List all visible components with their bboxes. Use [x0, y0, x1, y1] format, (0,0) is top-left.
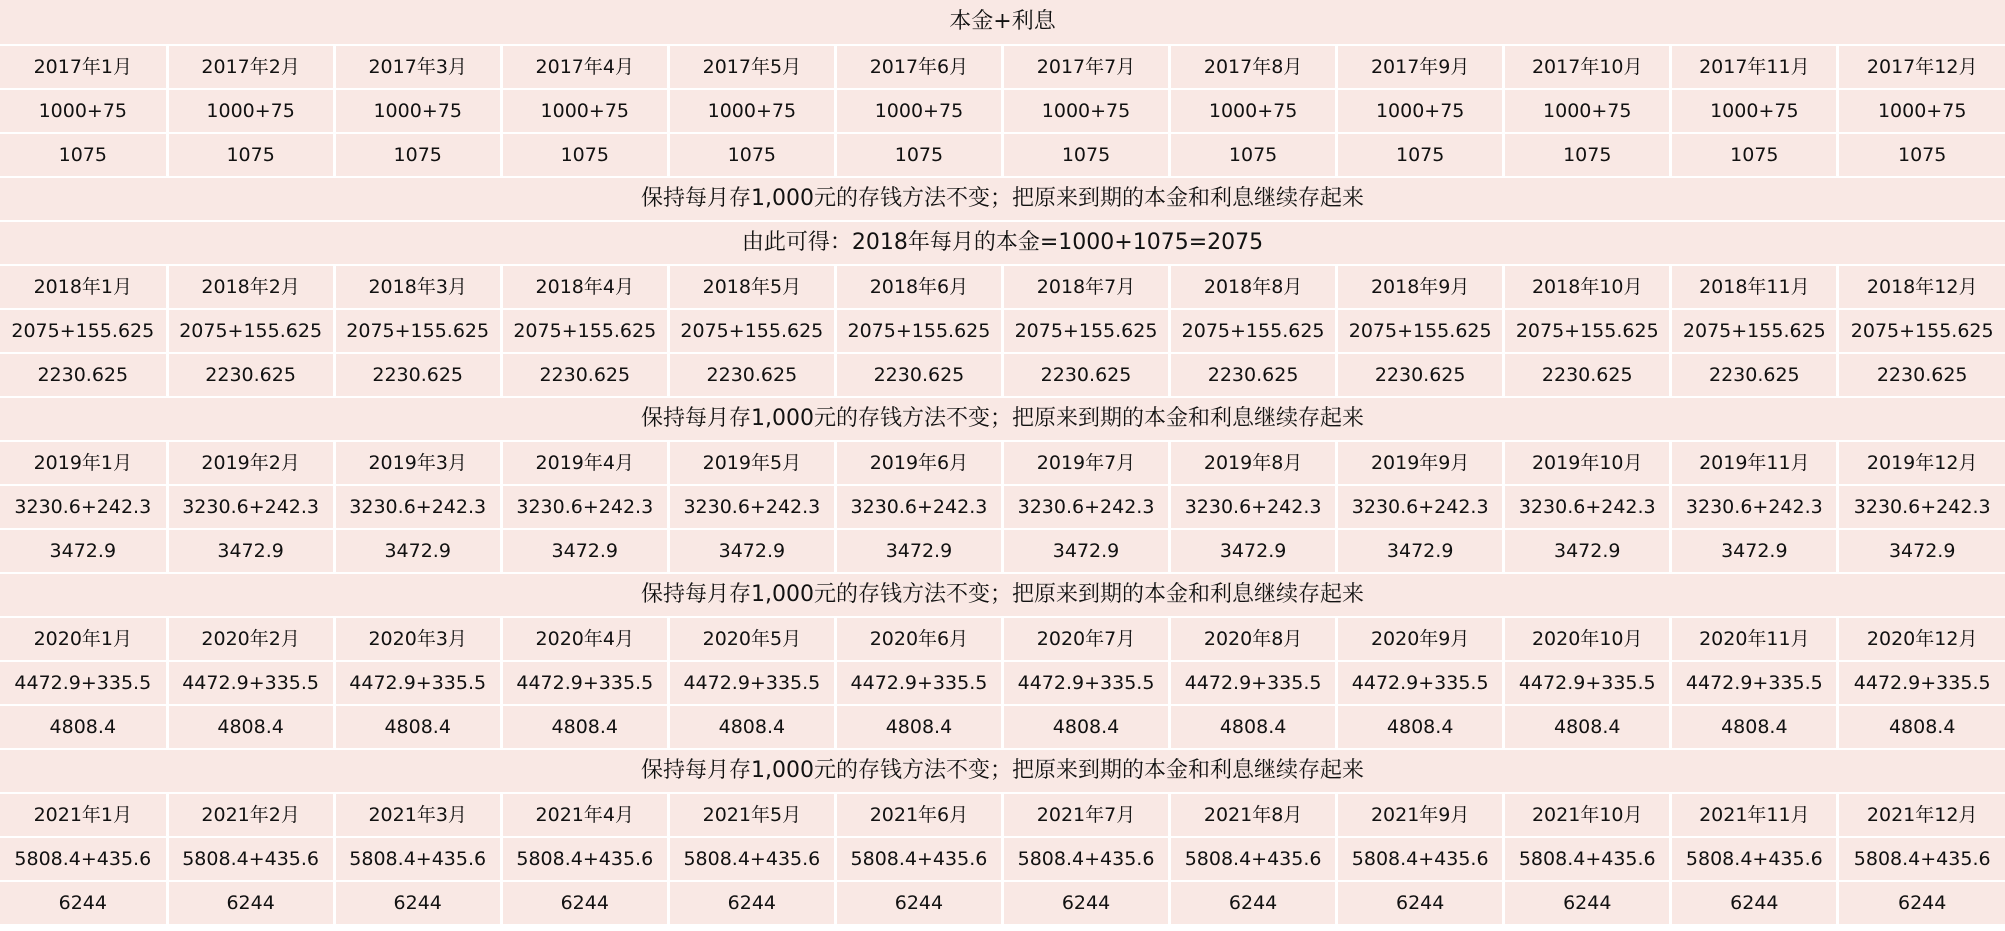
- month-cell: 2017年11月: [1671, 45, 1838, 89]
- result-cell: 1075: [1671, 133, 1838, 177]
- month-cell: 2019年6月: [835, 441, 1002, 485]
- result-cell: 1075: [167, 133, 334, 177]
- result-cell: 1075: [0, 133, 167, 177]
- month-cell: 2017年10月: [1504, 45, 1671, 89]
- formula-cell: 5808.4+435.6: [668, 837, 835, 881]
- formula-cell: 4472.9+335.5: [167, 661, 334, 705]
- formula-cell: 3230.6+242.3: [167, 485, 334, 529]
- formula-cell: 5808.4+435.6: [0, 837, 167, 881]
- note-row: [0, 397, 2005, 441]
- month-cell: 2020年12月: [1838, 617, 2005, 661]
- month-cell: 2019年11月: [1671, 441, 1838, 485]
- result-row: [0, 881, 2005, 925]
- month-cell: 2019年7月: [1002, 441, 1169, 485]
- result-cell: 1075: [668, 133, 835, 177]
- result-cell: 2230.625: [167, 353, 334, 397]
- formula-cell: 1000+75: [0, 89, 167, 133]
- note-row: [0, 177, 2005, 221]
- formula-cell: 2075+155.625: [1504, 309, 1671, 353]
- result-cell: 3472.9: [1337, 529, 1504, 573]
- result-cell: 4808.4: [1838, 705, 2005, 749]
- result-cell: 1075: [1170, 133, 1337, 177]
- result-cell: 4808.4: [334, 705, 501, 749]
- month-cell: 2019年9月: [1337, 441, 1504, 485]
- table-title: 本金+利息: [0, 0, 2005, 45]
- formula-cell: 5808.4+435.6: [167, 837, 334, 881]
- month-cell: 2021年1月: [0, 793, 167, 837]
- formula-cell: 2075+155.625: [1838, 309, 2005, 353]
- result-cell: 3472.9: [1671, 529, 1838, 573]
- formula-cell: 4472.9+335.5: [334, 661, 501, 705]
- formula-cell: 1000+75: [1337, 89, 1504, 133]
- result-cell: 1075: [501, 133, 668, 177]
- result-cell: 6244: [1838, 881, 2005, 925]
- derivation-text: 由此可得：2018年每月的本金=1000+1075=2075: [0, 221, 2005, 265]
- result-cell: 1075: [1838, 133, 2005, 177]
- result-cell: 1075: [835, 133, 1002, 177]
- formula-row: [0, 89, 2005, 133]
- month-cell: 2017年6月: [835, 45, 1002, 89]
- note-text: 保持每月存1,000元的存钱方法不变；把原来到期的本金和利息继续存起来: [0, 573, 2005, 617]
- month-cell: 2020年6月: [835, 617, 1002, 661]
- result-cell: 4808.4: [835, 705, 1002, 749]
- formula-cell: 3230.6+242.3: [0, 485, 167, 529]
- formula-cell: 4472.9+335.5: [1838, 661, 2005, 705]
- result-cell: 4808.4: [668, 705, 835, 749]
- month-cell: 2017年8月: [1170, 45, 1337, 89]
- note-text: 保持每月存1,000元的存钱方法不变；把原来到期的本金和利息继续存起来: [0, 749, 2005, 793]
- formula-cell: 1000+75: [1504, 89, 1671, 133]
- formula-cell: 3230.6+242.3: [1337, 485, 1504, 529]
- result-cell: 1075: [1337, 133, 1504, 177]
- result-cell: 3472.9: [1170, 529, 1337, 573]
- month-cell: 2021年9月: [1337, 793, 1504, 837]
- result-cell: 2230.625: [0, 353, 167, 397]
- result-cell: 6244: [1337, 881, 1504, 925]
- formula-cell: 4472.9+335.5: [1337, 661, 1504, 705]
- month-cell: 2018年4月: [501, 265, 668, 309]
- formula-cell: 5808.4+435.6: [334, 837, 501, 881]
- result-cell: 2230.625: [668, 353, 835, 397]
- formula-cell: 1000+75: [1170, 89, 1337, 133]
- month-cell: 2021年4月: [501, 793, 668, 837]
- month-cell: 2020年10月: [1504, 617, 1671, 661]
- month-cell: 2018年7月: [1002, 265, 1169, 309]
- formula-cell: 4472.9+335.5: [668, 661, 835, 705]
- month-cell: 2021年7月: [1002, 793, 1169, 837]
- result-cell: 3472.9: [167, 529, 334, 573]
- month-cell: 2021年8月: [1170, 793, 1337, 837]
- result-cell: 1075: [1504, 133, 1671, 177]
- month-cell: 2019年1月: [0, 441, 167, 485]
- result-cell: 2230.625: [1337, 353, 1504, 397]
- result-cell: 6244: [1170, 881, 1337, 925]
- note-text: 保持每月存1,000元的存钱方法不变；把原来到期的本金和利息继续存起来: [0, 177, 2005, 221]
- result-cell: 4808.4: [1671, 705, 1838, 749]
- result-cell: 2230.625: [1671, 353, 1838, 397]
- month-cell: 2018年2月: [167, 265, 334, 309]
- month-cell: 2017年1月: [0, 45, 167, 89]
- formula-cell: 5808.4+435.6: [1337, 837, 1504, 881]
- result-cell: 3472.9: [1002, 529, 1169, 573]
- result-cell: 6244: [0, 881, 167, 925]
- result-cell: 2230.625: [1170, 353, 1337, 397]
- month-cell: 2018年5月: [668, 265, 835, 309]
- result-row: [0, 353, 2005, 397]
- result-cell: 2230.625: [1002, 353, 1169, 397]
- result-row: [0, 133, 2005, 177]
- result-cell: 6244: [1002, 881, 1169, 925]
- month-cell: 2021年10月: [1504, 793, 1671, 837]
- month-cell: 2017年2月: [167, 45, 334, 89]
- result-cell: 4808.4: [1337, 705, 1504, 749]
- note-row: [0, 573, 2005, 617]
- formula-cell: 2075+155.625: [167, 309, 334, 353]
- month-cell: 2021年3月: [334, 793, 501, 837]
- month-cell: 2019年10月: [1504, 441, 1671, 485]
- formula-cell: 2075+155.625: [668, 309, 835, 353]
- result-cell: 4808.4: [1170, 705, 1337, 749]
- month-row: [0, 265, 2005, 309]
- result-cell: 3472.9: [501, 529, 668, 573]
- formula-cell: 5808.4+435.6: [1671, 837, 1838, 881]
- note-text: 保持每月存1,000元的存钱方法不变；把原来到期的本金和利息继续存起来: [0, 397, 2005, 441]
- formula-cell: 4472.9+335.5: [1504, 661, 1671, 705]
- month-cell: 2017年7月: [1002, 45, 1169, 89]
- month-cell: 2020年2月: [167, 617, 334, 661]
- result-cell: 3472.9: [334, 529, 501, 573]
- formula-cell: 1000+75: [1671, 89, 1838, 133]
- formula-cell: 3230.6+242.3: [501, 485, 668, 529]
- month-cell: 2018年6月: [835, 265, 1002, 309]
- formula-cell: 4472.9+335.5: [501, 661, 668, 705]
- formula-cell: 3230.6+242.3: [1671, 485, 1838, 529]
- month-row: [0, 617, 2005, 661]
- result-cell: 6244: [1504, 881, 1671, 925]
- formula-cell: 3230.6+242.3: [835, 485, 1002, 529]
- formula-cell: 4472.9+335.5: [0, 661, 167, 705]
- formula-cell: 5808.4+435.6: [501, 837, 668, 881]
- formula-cell: 4472.9+335.5: [1002, 661, 1169, 705]
- result-cell: 2230.625: [501, 353, 668, 397]
- formula-row: [0, 485, 2005, 529]
- month-cell: 2018年1月: [0, 265, 167, 309]
- month-cell: 2018年10月: [1504, 265, 1671, 309]
- formula-cell: 5808.4+435.6: [1170, 837, 1337, 881]
- month-cell: 2018年12月: [1838, 265, 2005, 309]
- result-cell: 6244: [668, 881, 835, 925]
- month-cell: 2018年11月: [1671, 265, 1838, 309]
- result-cell: 6244: [835, 881, 1002, 925]
- month-cell: 2020年7月: [1002, 617, 1169, 661]
- result-cell: 2230.625: [1838, 353, 2005, 397]
- formula-cell: 4472.9+335.5: [1170, 661, 1337, 705]
- formula-cell: 2075+155.625: [1170, 309, 1337, 353]
- month-cell: 2017年5月: [668, 45, 835, 89]
- formula-row: [0, 661, 2005, 705]
- result-cell: 3472.9: [668, 529, 835, 573]
- formula-cell: 1000+75: [835, 89, 1002, 133]
- result-cell: 3472.9: [1504, 529, 1671, 573]
- month-cell: 2019年5月: [668, 441, 835, 485]
- month-cell: 2018年9月: [1337, 265, 1504, 309]
- formula-cell: 2075+155.625: [1337, 309, 1504, 353]
- formula-cell: 3230.6+242.3: [1838, 485, 2005, 529]
- formula-row: [0, 309, 2005, 353]
- result-cell: 4808.4: [0, 705, 167, 749]
- result-cell: 3472.9: [835, 529, 1002, 573]
- formula-cell: 3230.6+242.3: [1170, 485, 1337, 529]
- month-cell: 2020年9月: [1337, 617, 1504, 661]
- formula-cell: 5808.4+435.6: [1838, 837, 2005, 881]
- result-cell: 4808.4: [167, 705, 334, 749]
- result-cell: 3472.9: [1838, 529, 2005, 573]
- month-cell: 2019年2月: [167, 441, 334, 485]
- formula-row: [0, 837, 2005, 881]
- title-row: [0, 0, 2005, 45]
- month-cell: 2020年8月: [1170, 617, 1337, 661]
- month-cell: 2019年4月: [501, 441, 668, 485]
- month-cell: 2018年8月: [1170, 265, 1337, 309]
- result-cell: 2230.625: [1504, 353, 1671, 397]
- month-row: [0, 45, 2005, 89]
- formula-cell: 2075+155.625: [334, 309, 501, 353]
- note-row: [0, 749, 2005, 793]
- result-cell: 4808.4: [1504, 705, 1671, 749]
- formula-cell: 5808.4+435.6: [1504, 837, 1671, 881]
- result-cell: 2230.625: [835, 353, 1002, 397]
- formula-cell: 2075+155.625: [1671, 309, 1838, 353]
- month-cell: 2018年3月: [334, 265, 501, 309]
- month-cell: 2020年4月: [501, 617, 668, 661]
- formula-cell: 2075+155.625: [835, 309, 1002, 353]
- formula-cell: 5808.4+435.6: [835, 837, 1002, 881]
- month-cell: 2020年11月: [1671, 617, 1838, 661]
- formula-cell: 2075+155.625: [0, 309, 167, 353]
- result-cell: 6244: [167, 881, 334, 925]
- month-cell: 2021年12月: [1838, 793, 2005, 837]
- month-cell: 2021年6月: [835, 793, 1002, 837]
- formula-cell: 5808.4+435.6: [1002, 837, 1169, 881]
- formula-cell: 4472.9+335.5: [1671, 661, 1838, 705]
- formula-cell: 2075+155.625: [1002, 309, 1169, 353]
- result-cell: 6244: [1671, 881, 1838, 925]
- formula-cell: 3230.6+242.3: [1504, 485, 1671, 529]
- month-cell: 2020年5月: [668, 617, 835, 661]
- derivation-row: [0, 221, 2005, 265]
- month-cell: 2019年3月: [334, 441, 501, 485]
- formula-cell: 2075+155.625: [501, 309, 668, 353]
- month-cell: 2020年3月: [334, 617, 501, 661]
- month-cell: 2020年1月: [0, 617, 167, 661]
- formula-cell: 4472.9+335.5: [835, 661, 1002, 705]
- formula-cell: 3230.6+242.3: [1002, 485, 1169, 529]
- formula-cell: 1000+75: [668, 89, 835, 133]
- formula-cell: 1000+75: [334, 89, 501, 133]
- month-cell: 2021年5月: [668, 793, 835, 837]
- result-cell: 1075: [1002, 133, 1169, 177]
- formula-cell: 1000+75: [1002, 89, 1169, 133]
- result-cell: 3472.9: [0, 529, 167, 573]
- result-cell: 2230.625: [334, 353, 501, 397]
- formula-cell: 3230.6+242.3: [334, 485, 501, 529]
- month-cell: 2021年2月: [167, 793, 334, 837]
- month-cell: 2017年12月: [1838, 45, 2005, 89]
- result-row: [0, 705, 2005, 749]
- month-cell: 2019年12月: [1838, 441, 2005, 485]
- formula-cell: 1000+75: [1838, 89, 2005, 133]
- formula-cell: 1000+75: [501, 89, 668, 133]
- month-cell: 2017年4月: [501, 45, 668, 89]
- formula-cell: 1000+75: [167, 89, 334, 133]
- month-cell: 2019年8月: [1170, 441, 1337, 485]
- result-cell: 6244: [501, 881, 668, 925]
- month-cell: 2017年3月: [334, 45, 501, 89]
- formula-cell: 3230.6+242.3: [668, 485, 835, 529]
- month-cell: 2017年9月: [1337, 45, 1504, 89]
- month-row: [0, 441, 2005, 485]
- result-cell: 4808.4: [501, 705, 668, 749]
- result-cell: 6244: [334, 881, 501, 925]
- result-cell: 1075: [334, 133, 501, 177]
- month-cell: 2021年11月: [1671, 793, 1838, 837]
- result-cell: 4808.4: [1002, 705, 1169, 749]
- month-row: [0, 793, 2005, 837]
- result-row: [0, 529, 2005, 573]
